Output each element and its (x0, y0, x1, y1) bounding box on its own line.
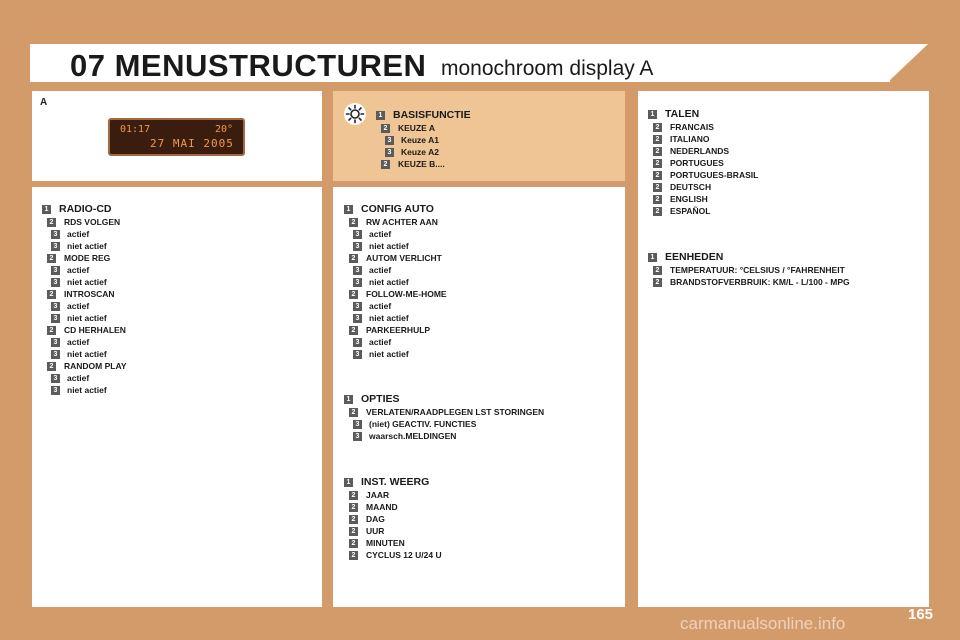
level-2-badge: 2 (349, 254, 358, 263)
level-1-badge: 1 (344, 395, 353, 404)
menu-item-label: MINUTEN (366, 538, 405, 548)
menu-item (51, 301, 89, 311)
menu-item (51, 277, 107, 287)
menu-item (653, 134, 710, 144)
inst-title (344, 476, 429, 488)
level-3-badge: 3 (353, 338, 362, 347)
level-3-badge: 3 (353, 278, 362, 287)
menu-item (353, 419, 476, 429)
menu-item-label: VERLATEN/RAADPLEGEN LST STORINGEN (366, 407, 545, 417)
menu-item-label: CYCLUS 12 U/24 U (366, 550, 442, 560)
menu-item-label: ENGLISH (670, 194, 708, 204)
level-3-badge: 3 (51, 350, 60, 359)
menu-item (51, 385, 107, 395)
talen-panel (638, 91, 929, 607)
menu-item (353, 313, 409, 323)
menu-item-label: MODE REG (64, 253, 111, 263)
menu-item-label: niet actief (67, 385, 107, 395)
menu-item-label: niet actief (369, 313, 409, 323)
menu-item (51, 373, 89, 383)
level-2-badge: 2 (653, 183, 662, 192)
level-2-badge: 2 (349, 515, 358, 524)
level-2-badge: 2 (653, 171, 662, 180)
level-2-badge: 2 (653, 207, 662, 216)
menu-item-label: CD HERHALEN (64, 325, 126, 335)
menu-title-label: INST. WEERG (361, 476, 430, 488)
menu-item-label: AUTOM VERLICHT (366, 253, 442, 263)
level-2-badge: 2 (47, 254, 56, 263)
menu-item-label: (niet) GEACTIV. FUNCTIES (369, 419, 477, 429)
level-2-badge: 2 (349, 290, 358, 299)
settings-light-icon (343, 102, 367, 126)
level-1-badge: 1 (344, 205, 353, 214)
menu-item-label: PORTUGUES (670, 158, 724, 168)
menu-item-label: actief (67, 301, 90, 311)
menu-item (653, 194, 708, 204)
menu-item-label: RANDOM PLAY (64, 361, 127, 371)
menu-item-label: JAAR (366, 490, 390, 500)
menu-item (653, 206, 710, 216)
menu-item-label: DEUTSCH (670, 182, 712, 192)
menu-item (47, 325, 126, 335)
menu-item (47, 289, 115, 299)
menu-item (653, 158, 724, 168)
chapter-subtitle: monochroom display A (441, 57, 654, 80)
menu-item-label: TEMPERATUUR: °CELSIUS / °FAHRENHEIT (670, 265, 845, 275)
menu-item-label: PORTUGUES-BRASIL (670, 170, 759, 180)
menu-item (349, 253, 442, 263)
display-label: A (40, 97, 48, 108)
menu-item (349, 550, 442, 560)
menu-item-label: ITALIANO (670, 134, 710, 144)
level-3-badge: 3 (353, 230, 362, 239)
level-2-badge: 2 (653, 266, 662, 275)
menu-item (353, 241, 409, 251)
menu-title-label: CONFIG AUTO (361, 203, 434, 215)
menu-item (349, 217, 438, 227)
menu-item-label: BRANDSTOFVERBRUIK: KM/L - L/100 - MPG (670, 277, 850, 287)
level-2-badge: 2 (349, 218, 358, 227)
menu-title-label: EENHEDEN (665, 251, 724, 263)
menu-item (51, 349, 107, 359)
level-3-badge: 3 (51, 374, 60, 383)
menu-item-label: actief (67, 265, 90, 275)
menu-item-label: niet actief (67, 241, 107, 251)
level-1-badge: 1 (376, 111, 385, 120)
level-2-badge: 2 (381, 124, 390, 133)
chapter-title: 07 MENUSTRUCTUREN (70, 48, 427, 83)
level-1-badge: 1 (648, 253, 657, 262)
menu-item (353, 265, 391, 275)
menu-item (653, 182, 711, 192)
level-3-badge: 3 (51, 230, 60, 239)
menu-item-label: FOLLOW-ME-HOME (366, 289, 447, 299)
menu-item (47, 217, 120, 227)
level-3-badge: 3 (385, 136, 394, 145)
lcd-display (108, 118, 245, 156)
menu-item-label: NEDERLANDS (670, 146, 730, 156)
menu-item-label: FRANCAIS (670, 122, 714, 132)
menu-item-label: KEUZE A (398, 123, 435, 133)
menu-item (385, 147, 439, 157)
menu-item (353, 431, 456, 441)
menu-item (353, 301, 391, 311)
level-3-badge: 3 (51, 338, 60, 347)
menu-item (349, 526, 384, 536)
menu-item (349, 289, 447, 299)
menu-item (653, 170, 758, 180)
menu-item-label: niet actief (369, 277, 409, 287)
menu-item-label: DAG (366, 514, 385, 524)
level-3-badge: 3 (353, 350, 362, 359)
menu-item (385, 135, 439, 145)
menu-item-label: Keuze A1 (401, 135, 439, 145)
level-2-badge: 2 (47, 218, 56, 227)
menu-item-label: niet actief (67, 313, 107, 323)
menu-item (653, 265, 845, 275)
menu-item (653, 122, 714, 132)
level-2-badge: 2 (47, 362, 56, 371)
level-3-badge: 3 (353, 432, 362, 441)
basisfunctie-panel (333, 91, 625, 181)
level-2-badge: 2 (349, 551, 358, 560)
menu-item (349, 514, 385, 524)
menu-item (353, 229, 391, 239)
level-2-badge: 2 (349, 527, 358, 536)
talen-title (648, 108, 699, 120)
level-2-badge: 2 (349, 539, 358, 548)
menu-item-label: UUR (366, 526, 385, 536)
level-3-badge: 3 (353, 302, 362, 311)
level-3-badge: 3 (51, 302, 60, 311)
radio-title (42, 203, 112, 215)
menu-item-label: actief (369, 265, 392, 275)
menu-item (353, 277, 409, 287)
menu-item (349, 502, 398, 512)
level-2-badge: 2 (653, 135, 662, 144)
menu-item (349, 407, 544, 417)
basisfunctie-title (376, 109, 471, 121)
menu-item-label: actief (369, 337, 392, 347)
menu-item-label: Keuze A2 (401, 147, 439, 157)
menu-item (51, 229, 89, 239)
level-3-badge: 3 (353, 314, 362, 323)
menu-item (353, 349, 409, 359)
level-3-badge: 3 (51, 242, 60, 251)
menu-item-label: RW ACHTER AAN (366, 217, 438, 227)
level-3-badge: 3 (385, 148, 394, 157)
menu-title-label: RADIO-CD (59, 203, 112, 215)
menu-item-label: actief (67, 337, 90, 347)
menu-item (349, 490, 389, 500)
level-2-badge: 2 (653, 159, 662, 168)
level-2-badge: 2 (653, 278, 662, 287)
level-2-badge: 2 (349, 326, 358, 335)
menu-item-label: waarsch.MELDINGEN (369, 431, 457, 441)
menu-title-label: BASISFUNCTIE (393, 109, 471, 121)
menu-item-label: niet actief (369, 241, 409, 251)
lcd-date: 27 MAI 2005 (150, 137, 234, 150)
menu-item-label: actief (67, 229, 90, 239)
menu-item (349, 325, 430, 335)
level-1-badge: 1 (648, 110, 657, 119)
lcd-temp: 20° (214, 124, 233, 135)
menu-item (381, 123, 435, 133)
menu-item (47, 253, 110, 263)
level-3-badge: 3 (51, 266, 60, 275)
menu-item (653, 146, 729, 156)
menu-item-label: PARKEERHULP (366, 325, 431, 335)
level-3-badge: 3 (51, 314, 60, 323)
menu-item-label: actief (369, 229, 392, 239)
level-2-badge: 2 (653, 123, 662, 132)
menu-title-label: TALEN (665, 108, 700, 120)
eenheden-title (648, 251, 723, 263)
menu-item-label: RDS VOLGEN (64, 217, 121, 227)
menu-item (51, 337, 89, 347)
level-2-badge: 2 (47, 290, 56, 299)
menu-item-label: niet actief (369, 349, 409, 359)
level-3-badge: 3 (353, 420, 362, 429)
level-2-badge: 2 (349, 408, 358, 417)
level-3-badge: 3 (51, 278, 60, 287)
page-number: 165 (908, 606, 934, 623)
menu-item-label: actief (67, 373, 90, 383)
opties-title (344, 393, 400, 405)
menu-item-label: niet actief (67, 277, 107, 287)
menu-item-label: INTROSCAN (64, 289, 115, 299)
level-2-badge: 2 (381, 160, 390, 169)
watermark: carmanualsonline.info (680, 614, 846, 633)
menu-item (653, 277, 850, 287)
level-1-badge: 1 (344, 478, 353, 487)
menu-item-label: niet actief (67, 349, 107, 359)
menu-item (51, 241, 107, 251)
header-bar-tip (888, 44, 928, 82)
level-1-badge: 1 (42, 205, 51, 214)
menu-item (51, 265, 89, 275)
menu-item (349, 538, 405, 548)
level-2-badge: 2 (653, 147, 662, 156)
menu-item (51, 313, 107, 323)
level-2-badge: 2 (349, 491, 358, 500)
menu-item-label: KEUZE B.... (398, 159, 445, 169)
config-title (344, 203, 434, 215)
lcd-time: 01:17 (120, 124, 151, 135)
level-2-badge: 2 (653, 195, 662, 204)
menu-item (47, 361, 127, 371)
level-2-badge: 2 (349, 503, 358, 512)
menu-item (381, 159, 445, 169)
menu-item-label: MAAND (366, 502, 398, 512)
level-3-badge: 3 (353, 242, 362, 251)
level-2-badge: 2 (47, 326, 56, 335)
menu-item (353, 337, 391, 347)
level-3-badge: 3 (51, 386, 60, 395)
menu-title-label: OPTIES (361, 393, 400, 405)
level-3-badge: 3 (353, 266, 362, 275)
menu-item-label: ESPAÑOL (670, 206, 711, 216)
menu-item-label: actief (369, 301, 392, 311)
